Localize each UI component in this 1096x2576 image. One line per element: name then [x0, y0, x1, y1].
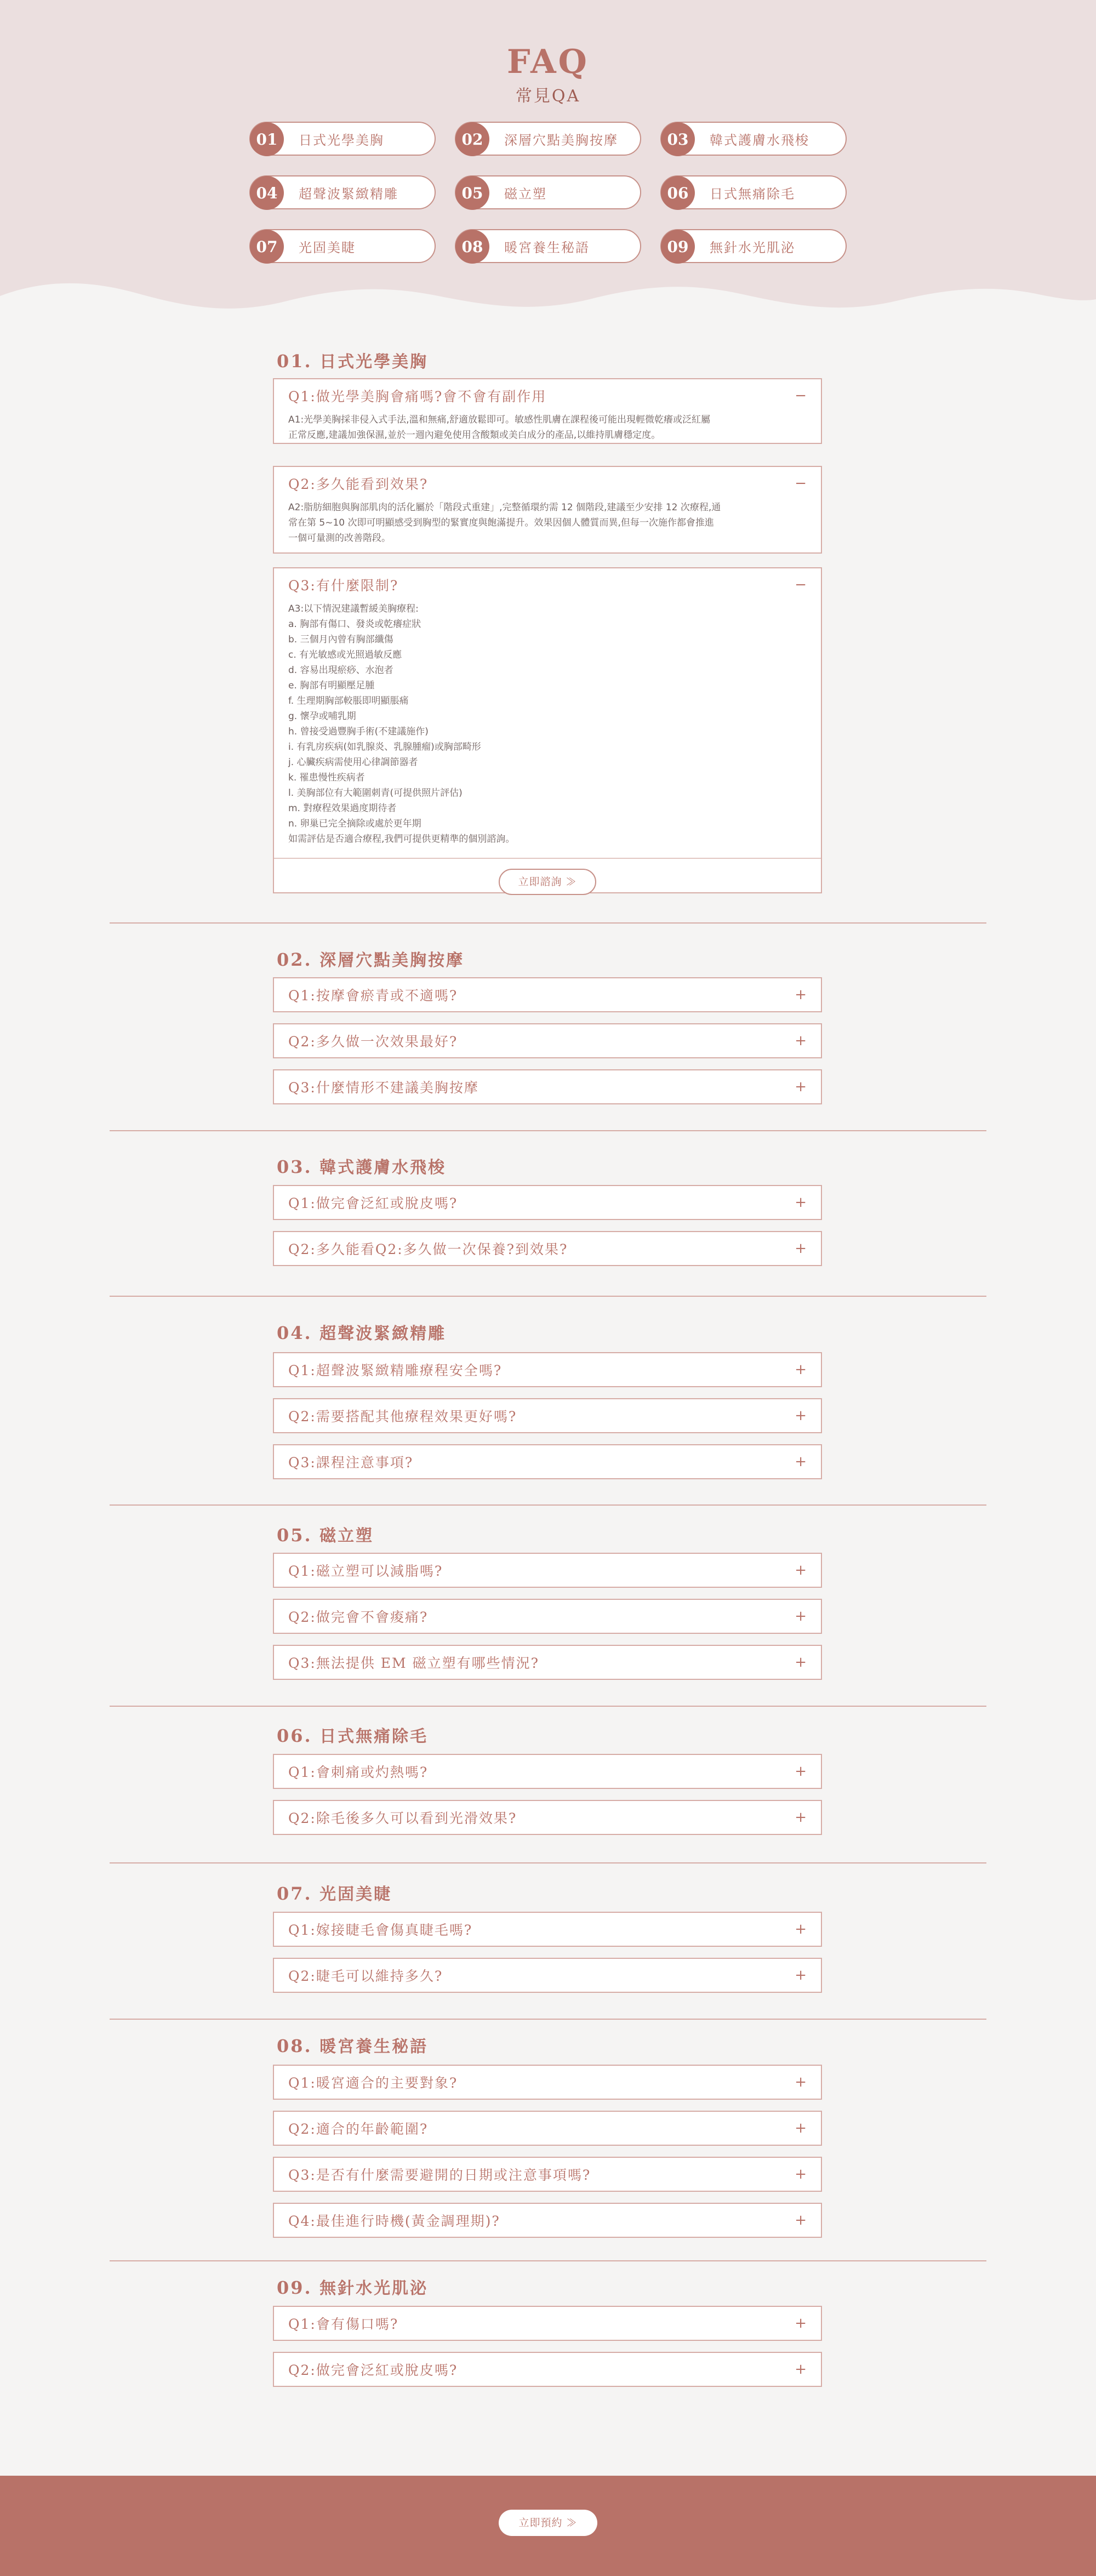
faq-question: Q3:課程注意事項?: [288, 1455, 414, 1471]
section-number: 06.: [277, 1725, 312, 1746]
section-number: 09.: [277, 2277, 312, 2298]
expand-icon[interactable]: +: [795, 1967, 807, 1984]
faq-item[interactable]: [273, 2065, 822, 2100]
faq-item[interactable]: [273, 1444, 822, 1479]
expand-icon[interactable]: +: [795, 987, 807, 1003]
faq-answer-line: 正常反應,建議加強保濕,並於一週內避免使用含酸類或美白成分的產品,以維持肌膚穩定度。: [288, 430, 661, 441]
faq-item[interactable]: [273, 2203, 822, 2238]
faq-answer-line: e. 胸部有明顯壓足腫: [288, 680, 375, 691]
nav-item-number: 01: [250, 122, 284, 156]
section-divider: [110, 1862, 986, 1863]
footer: [0, 2476, 1096, 2576]
faq-item[interactable]: [273, 2352, 822, 2387]
section-title-7: [277, 1880, 392, 1905]
nav-item-09[interactable]: [660, 229, 847, 263]
faq-question-row[interactable]: [274, 1445, 821, 1478]
faq-question: Q1:做光學美胸會痛嗎?會不會有副作用: [288, 389, 547, 404]
faq-answer-line: f. 生理期胸部較脹即明顯脹痛: [288, 696, 409, 706]
nav-item-number: 06: [661, 176, 695, 210]
faq-question: Q1:會刺痛或灼熱嗎?: [288, 1764, 429, 1780]
faq-item[interactable]: [273, 1023, 822, 1058]
section-number: 08.: [277, 2036, 312, 2056]
faq-answer-line: n. 卵巢已完全摘除或處於更年期: [288, 818, 421, 829]
faq-item[interactable]: [273, 1645, 822, 1680]
section-number: 05.: [277, 1525, 312, 1546]
section-divider: [110, 922, 986, 924]
nav-item-number: 04: [250, 176, 284, 210]
section-number: 04.: [277, 1323, 312, 1343]
expand-icon[interactable]: +: [795, 2074, 807, 2090]
faq-question: Q3:什麼情形不建議美胸按摩: [288, 1080, 479, 1096]
faq-answer-line: 常在第 5~10 次即可明顯感受到胸型的緊實度與飽滿提升。效果因個人體質而異,但每一次施作都會推進: [288, 517, 714, 528]
faq-question: Q1:會有傷口嗎?: [288, 2316, 399, 2332]
faq-question: Q2:多久能看Q2:多久做一次保養?到效果?: [288, 1241, 568, 1257]
faq-item[interactable]: [273, 977, 822, 1012]
section-title-text: 韓式護膚水飛梭: [319, 1158, 447, 1177]
section-title-3: [277, 1154, 446, 1178]
nav-item-label: 日式光學美胸: [299, 132, 384, 148]
expand-icon[interactable]: +: [795, 1033, 807, 1049]
page-subtitle: 常見QA: [515, 87, 581, 106]
faq-answer-line: A2:脂肪細胞與胸部肌肉的活化屬於「階段式重建」,完整循環約需 12 個階段,建議至少安排 12 次療程,通: [288, 502, 721, 513]
faq-answer-line: b. 三個月內曾有胸部纖傷: [288, 634, 393, 645]
nav-item-label: 光固美睫: [299, 240, 356, 255]
faq-answer: [274, 500, 821, 551]
faq-item[interactable]: [273, 1231, 822, 1266]
faq-answer-line: k. 罹患慢性疾病者: [288, 772, 365, 783]
expand-icon[interactable]: +: [795, 2166, 807, 2182]
section-number: 07.: [277, 1883, 312, 1904]
nav-item-04[interactable]: [249, 175, 436, 209]
faq-question: Q3:無法提供 EM 磁立塑有哪些情況?: [288, 1655, 539, 1671]
expand-icon[interactable]: +: [795, 1407, 807, 1424]
section-divider: [110, 1130, 986, 1131]
category-nav: [249, 122, 847, 264]
faq-question-row[interactable]: [274, 1353, 821, 1386]
nav-item-number: 05: [455, 176, 489, 210]
faq-item[interactable]: [273, 2111, 822, 2146]
section-title-text: 深層穴點美胸按摩: [319, 951, 465, 970]
faq-question: Q2:睫毛可以維持多久?: [288, 1968, 443, 1984]
faq-question-row[interactable]: [274, 1755, 821, 1788]
faq-question-row[interactable]: [274, 978, 821, 1011]
section-title-text: 無針水光肌泌: [319, 2279, 429, 2298]
faq-answer-line: c. 有光敏感或光照過敏反應: [288, 649, 402, 660]
faq-item[interactable]: [273, 2306, 822, 2341]
expand-icon[interactable]: +: [795, 1079, 807, 1095]
faq-question-row[interactable]: [274, 1070, 821, 1103]
page-title: FAQ: [507, 43, 589, 81]
section-title-text: 日式光學美胸: [319, 352, 429, 372]
faq-answer-line: m. 對療程效果過度期待者: [288, 803, 397, 814]
faq-question: Q4:最佳進行時機(黃金調理期)?: [288, 2213, 500, 2229]
faq-item[interactable]: [273, 2157, 822, 2192]
faq-question: Q2:除毛後多久可以看到光滑效果?: [288, 1810, 517, 1826]
faq-item[interactable]: [273, 1185, 822, 1220]
nav-item-02[interactable]: [455, 122, 641, 156]
section-number: 01.: [277, 351, 312, 372]
header-wave: [0, 263, 1096, 329]
faq-question-row[interactable]: [274, 1600, 821, 1633]
faq-question-row[interactable]: [274, 1399, 821, 1432]
faq-answer-line: l. 美胸部位有大範圍刺青(可提供照片評估): [288, 788, 463, 799]
section-title-8: [277, 2033, 428, 2057]
nav-item-label: 暖宮養生秘語: [504, 240, 590, 255]
section-title-5: [277, 1522, 374, 1546]
section-divider: [110, 1504, 986, 1506]
nav-item-number: 09: [661, 230, 695, 264]
faq-question-row[interactable]: [274, 2158, 821, 2191]
collapse-icon[interactable]: −: [795, 577, 807, 593]
faq-question: Q2:做完會不會痠痛?: [288, 1609, 429, 1625]
faq-answer-line: j. 心臟疾病需使用心律調節器者: [288, 757, 418, 768]
nav-item-number: 03: [661, 122, 695, 156]
faq-question-row[interactable]: [274, 379, 821, 412]
faq-question: Q1:暖宮適合的主要對象?: [288, 2075, 458, 2091]
expand-icon[interactable]: +: [795, 1608, 807, 1625]
expand-icon[interactable]: +: [795, 2361, 807, 2378]
faq-item[interactable]: [273, 1599, 822, 1634]
faq-answer-line: A1:光學美胸採非侵入式手法,溫和無痛,舒適放鬆即可。敏感性肌膚在課程後可能出現輕微乾癢或泛紅屬: [288, 414, 710, 425]
faq-item[interactable]: [273, 1754, 822, 1789]
faq-answer: [274, 412, 821, 448]
answer-divider: [274, 858, 821, 859]
faq-item[interactable]: [273, 1553, 822, 1588]
faq-item[interactable]: [273, 1398, 822, 1433]
nav-item-label: 無針水光肌泌: [710, 240, 795, 255]
section-title-6: [277, 1723, 428, 1747]
section-title-4: [277, 1320, 446, 1344]
expand-icon[interactable]: +: [795, 1562, 807, 1578]
nav-item-label: 磁立塑: [504, 186, 547, 202]
section-divider: [110, 2260, 986, 2261]
faq-question: Q2:需要搭配其他療程效果更好嗎?: [288, 1409, 517, 1424]
faq-question-row[interactable]: [274, 1232, 821, 1265]
expand-icon[interactable]: +: [795, 1240, 807, 1257]
faq-question-row[interactable]: [274, 1554, 821, 1587]
faq-question-row[interactable]: [274, 467, 821, 500]
nav-item-label: 日式無痛除毛: [710, 186, 795, 202]
expand-icon[interactable]: +: [795, 1361, 807, 1378]
faq-answer-line: a. 胸部有傷口、發炎或乾癢症狀: [288, 619, 421, 630]
faq-question-row[interactable]: [274, 1801, 821, 1834]
expand-icon[interactable]: +: [795, 1921, 807, 1937]
faq-item[interactable]: [273, 1800, 822, 1835]
faq-answer-line: d. 容易出現瘀痧、水泡者: [288, 665, 393, 676]
faq-answer: [274, 601, 821, 852]
faq-question: Q1:按摩會瘀青或不適嗎?: [288, 988, 458, 1004]
faq-item[interactable]: [273, 1352, 822, 1387]
section-title-text: 超聲波緊緻精雕: [319, 1324, 447, 1343]
expand-icon[interactable]: +: [795, 1763, 807, 1780]
faq-item[interactable]: [273, 1958, 822, 1993]
faq-question-row[interactable]: [274, 1913, 821, 1946]
faq-question: Q3:有什麼限制?: [288, 578, 399, 594]
faq-question: Q3:是否有什麼需要避開的日期或注意事項嗎?: [288, 2167, 591, 2183]
faq-question-row[interactable]: [274, 1646, 821, 1679]
faq-item[interactable]: [273, 1069, 822, 1104]
faq-question: Q2:多久能看到效果?: [288, 476, 429, 492]
faq-answer-line: i. 有乳房疾病(如乳腺炎、乳腺腫瘤)或胸部畸形: [288, 742, 481, 753]
faq-answer-line: 如需評估是否適合療程,我們可提供更精準的個別諮詢。: [288, 834, 515, 845]
nav-item-label: 深層穴點美胸按摩: [504, 132, 618, 148]
faq-question: Q1:做完會泛紅或脫皮嗎?: [288, 1195, 458, 1211]
nav-item-number: 07: [250, 230, 284, 264]
section-title-1: [277, 348, 428, 372]
expand-icon[interactable]: +: [795, 1654, 807, 1671]
faq-answer-line: g. 懷孕或哺乳期: [288, 711, 356, 722]
section-number: 02.: [277, 949, 312, 970]
faq-item[interactable]: [273, 1912, 822, 1947]
consult-button[interactable]: 立即諮詢 ≫: [499, 869, 596, 895]
section-divider: [110, 1296, 986, 1297]
faq-question-row[interactable]: [274, 1186, 821, 1219]
expand-icon[interactable]: +: [795, 2315, 807, 2332]
faq-question-row[interactable]: [274, 2353, 821, 2386]
faq-question-row[interactable]: [274, 2066, 821, 2099]
nav-item-01[interactable]: [249, 122, 436, 156]
faq-question: Q2:多久做一次效果最好?: [288, 1034, 458, 1050]
faq-question: Q1:超聲波緊緻精雕療程安全嗎?: [288, 1363, 503, 1378]
nav-item-05[interactable]: [455, 175, 641, 209]
section-title-2: [277, 947, 464, 971]
faq-question: Q2:做完會泛紅或脫皮嗎?: [288, 2362, 458, 2378]
faq-answer-line: h. 曾接受過豐胸手術(不建議施作): [288, 726, 429, 737]
faq-question-row[interactable]: [274, 568, 821, 601]
section-title-text: 光固美睫: [319, 1885, 392, 1904]
nav-item-number: 08: [455, 230, 489, 264]
nav-item-label: 韓式護膚水飛梭: [710, 132, 809, 148]
faq-question: Q2:適合的年齡範圍?: [288, 2121, 429, 2137]
book-now-button[interactable]: 立即預約 ≫: [499, 2510, 597, 2536]
faq-item[interactable]: [273, 378, 822, 444]
faq-answer-line: 一個可量測的改善階段。: [288, 533, 391, 544]
section-divider: [110, 1706, 986, 1707]
nav-item-06[interactable]: [660, 175, 847, 209]
faq-item[interactable]: [273, 466, 822, 554]
faq-question-row[interactable]: [274, 1024, 821, 1057]
section-title-9: [277, 2275, 428, 2299]
faq-answer-line: A3:以下情況建議暫緩美胸療程:: [288, 603, 419, 614]
expand-icon[interactable]: +: [795, 2120, 807, 2136]
section-title-text: 日式無痛除毛: [319, 1727, 429, 1746]
nav-item-label: 超聲波緊緻精雕: [299, 186, 398, 202]
collapse-icon[interactable]: −: [795, 475, 807, 492]
collapse-icon[interactable]: −: [795, 387, 807, 404]
section-number: 03.: [277, 1156, 312, 1177]
expand-icon[interactable]: +: [795, 1194, 807, 1211]
expand-icon[interactable]: +: [795, 1809, 807, 1826]
section-title-text: 暖宮養生秘語: [319, 2037, 429, 2056]
nav-item-number: 02: [455, 122, 489, 156]
faq-question-row[interactable]: [274, 2204, 821, 2237]
header: [0, 0, 1096, 329]
faq-question: Q1:嫁接睫毛會傷真睫毛嗎?: [288, 1922, 473, 1938]
section-title-text: 磁立塑: [319, 1526, 374, 1546]
faq-question-row[interactable]: [274, 1959, 821, 1992]
section-divider: [110, 2019, 986, 2020]
faq-question: Q1:磁立塑可以減脂嗎?: [288, 1563, 443, 1579]
faq-item[interactable]: [273, 567, 822, 893]
faq-question-row[interactable]: [274, 2307, 821, 2340]
nav-item-03[interactable]: [660, 122, 847, 156]
expand-icon[interactable]: +: [795, 2212, 807, 2229]
expand-icon[interactable]: +: [795, 1454, 807, 1470]
faq-question-row[interactable]: [274, 2112, 821, 2145]
nav-item-07[interactable]: [249, 229, 436, 263]
nav-item-08[interactable]: [455, 229, 641, 263]
